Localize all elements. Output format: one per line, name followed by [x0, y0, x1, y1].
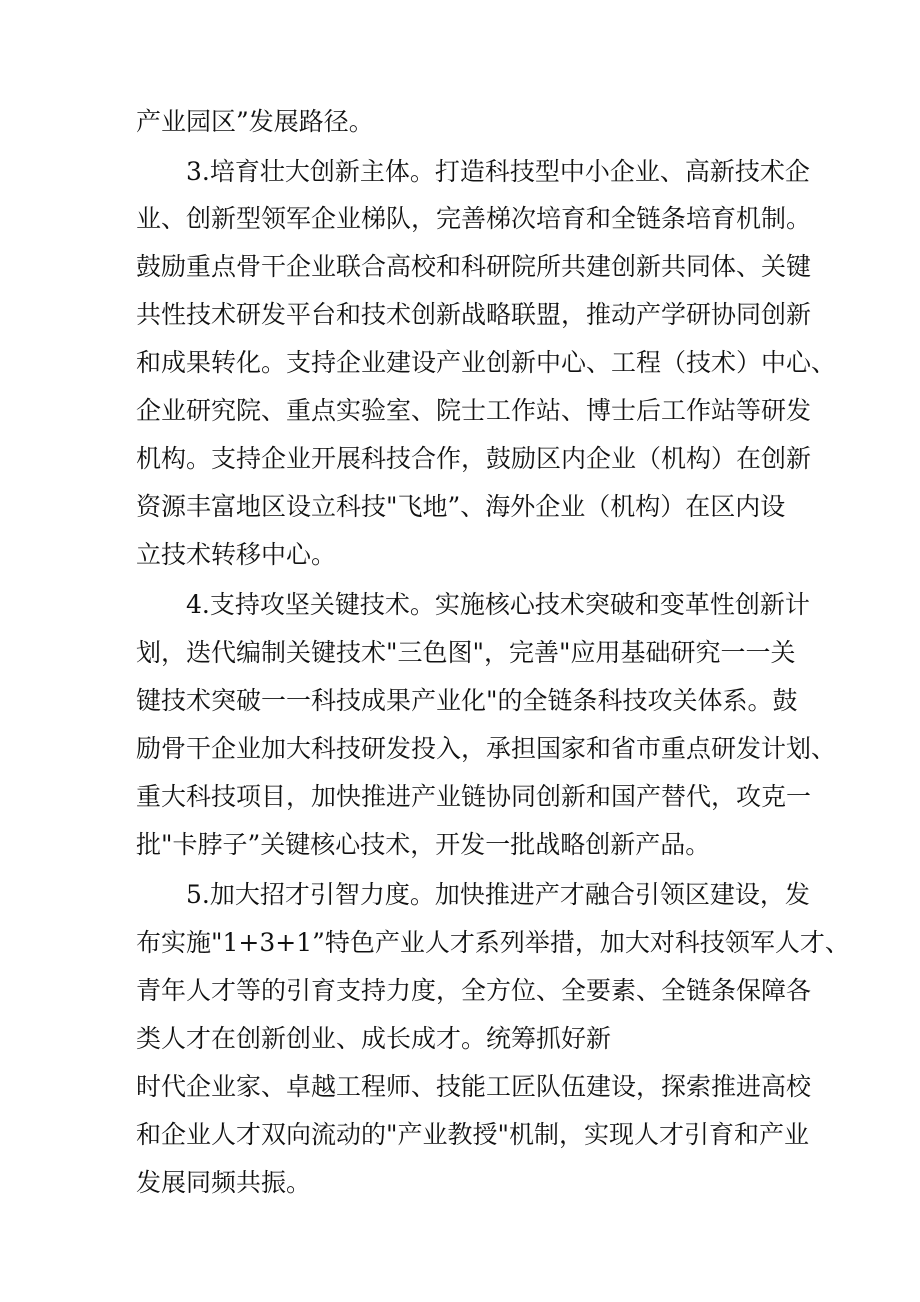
text-line-18: 布实施"1+3+1”特色产业人才系列举措，加大对科技领军人才、 [136, 928, 850, 957]
text-line-2: 3.培育壮大创新主体。打造科技型中小企业、高新技术企 [186, 157, 810, 186]
text-line-4: 鼓励重点骨干企业联合高校和科研院所共建创新共同体、关键 [136, 252, 812, 281]
text-line-1: 产业园区”发展路径。 [136, 107, 374, 136]
text-line-20: 类人才在创新创业、成长成才。统筹抓好新 [136, 1024, 612, 1053]
text-line-22: 和企业人才双向流动的"产业教授"机制，实现人才引育和产业 [136, 1120, 810, 1149]
text-line-17: 5.加大招才引智力度。加快推进产才融合引领区建设，发 [186, 880, 810, 909]
text-line-5: 共性技术研发平台和技术创新战略联盟，推动产学研协同创新 [136, 300, 812, 329]
text-line-13: 键技术突破一一科技成果产业化"的全链条科技攻关体系。鼓 [136, 686, 798, 715]
text-line-7: 企业研究院、重点实验室、院士工作站、博士后工作站等研发 [136, 396, 812, 425]
text-line-11: 4.支持攻坚关键技术。实施核心技术突破和变革性创新计 [186, 590, 810, 619]
text-line-21: 时代企业家、卓越工程师、技能工匠队伍建设，探索推进高校 [136, 1072, 812, 1101]
text-line-23: 发展同频共振。 [136, 1168, 312, 1197]
text-line-9: 资源丰富地区设立科技"飞地”、海外企业（机构）在区内设 [136, 492, 786, 521]
text-line-19: 青年人才等的引育支持力度，全方位、全要素、全链条保障各 [136, 976, 812, 1005]
text-line-10: 立技术转移中心。 [136, 540, 337, 569]
text-line-15: 重大科技项目，加快推进产业链协同创新和国产替代，攻克一 [136, 782, 812, 811]
text-line-16: 批"卡脖子”关键核心技术，开发一批战略创新产品。 [136, 830, 711, 859]
text-line-12: 划，迭代编制关键技术"三色图"，完善"应用基础研究一一关 [136, 638, 796, 667]
text-line-3: 业、创新型领军企业梯队，完善梯次培育和全链条培育机制。 [136, 204, 812, 233]
text-line-6: 和成果转化。支持企业建设产业创新中心、工程（技术）中心、 [136, 348, 837, 377]
text-line-14: 励骨干企业加大科技研发投入，承担国家和省市重点研发计划、 [136, 734, 837, 763]
text-line-8: 机构。支持企业开展科技合作，鼓励区内企业（机构）在创新 [136, 444, 812, 473]
